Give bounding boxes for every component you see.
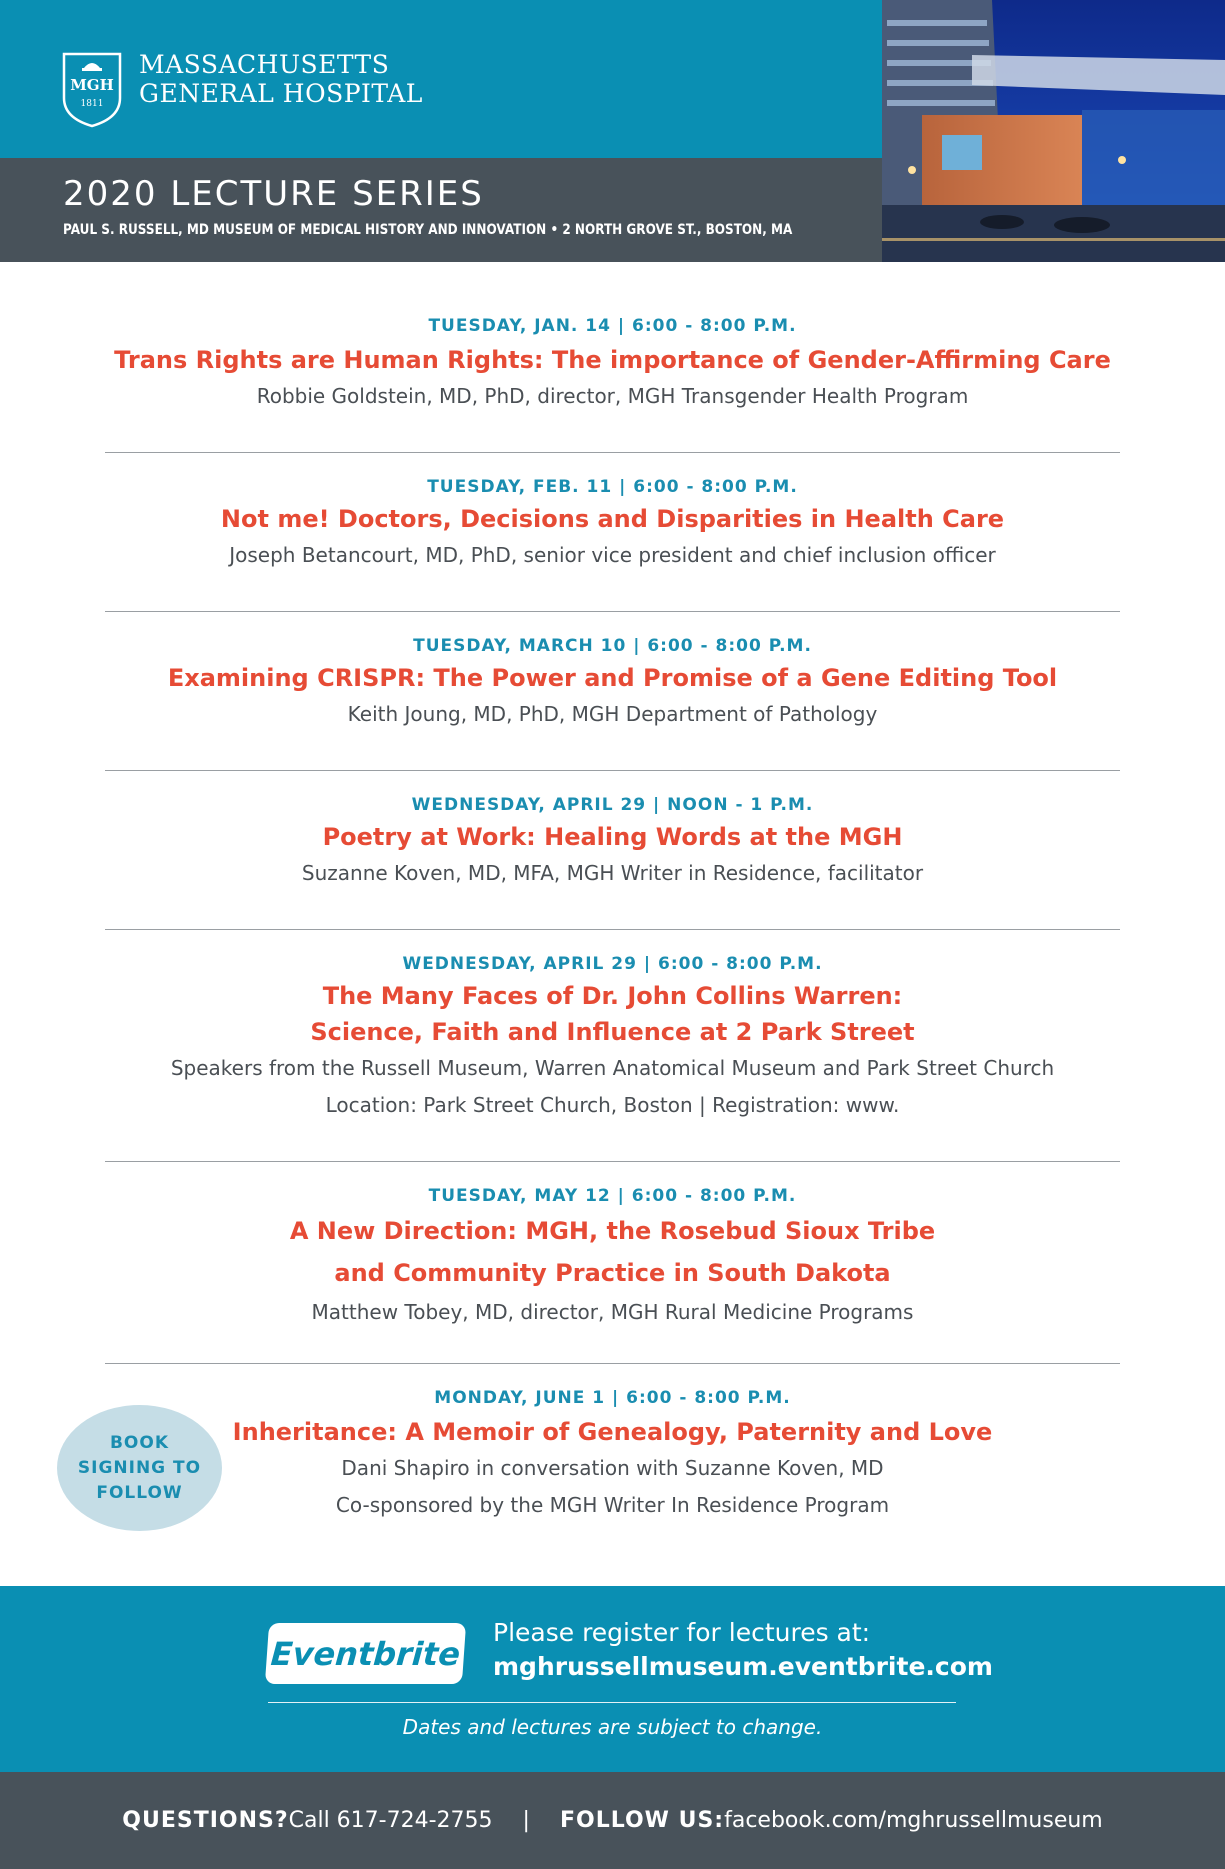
lecture-item <box>105 612 1120 771</box>
eventbrite-logo-text: Eventbrite <box>269 1634 462 1673</box>
questions-label: QUESTIONS? <box>122 1808 289 1833</box>
lecture-speaker: Matthew Tobey, MD, director, MGH Rural Medicine Programs <box>311 1300 914 1324</box>
book-signing-badge <box>57 1405 222 1531</box>
lecture-speaker: Speakers from the Russell Museum, Warren Anatomical Museum and Park Street Church <box>170 1056 1055 1080</box>
lecture-title-line1: A New Direction: MGH, the Rosebud Sioux Tribe <box>289 1217 936 1245</box>
lecture-title-line2: Science, Faith and Influence at 2 Park Street <box>310 1018 915 1046</box>
lecture-item <box>105 930 1120 1162</box>
hospital-name-line2: GENERAL HOSPITAL <box>139 79 423 108</box>
register-divider <box>268 1702 956 1703</box>
lecture-speaker: Dani Shapiro in conversation with Suzanne Koven, MD <box>341 1456 884 1480</box>
contact-separator: | <box>522 1808 530 1833</box>
lecture-title: Not me! Doctors, Decisions and Disparities in Health Care <box>220 505 1005 533</box>
lecture-speaker: Suzanne Koven, MD, MFA, MGH Writer in Residence, facilitator <box>301 861 924 885</box>
mgh-shield-icon <box>60 50 124 128</box>
series-subtitle: PAUL S. RUSSELL, MD MUSEUM OF MEDICAL HISTORY AND INNOVATION • 2 NORTH GROVE ST., BOSTON, MA <box>63 222 793 238</box>
lecture-speaker: Joseph Betancourt, MD, PhD, senior vice president and chief inclusion officer <box>229 543 996 567</box>
lecture-list <box>105 300 1120 1544</box>
lecture-title: Poetry at Work: Healing Words at the MGH <box>322 823 903 851</box>
logo-year-text: 1811 <box>80 99 104 109</box>
lecture-item <box>105 300 1120 453</box>
lecture-date: MONDAY, JUNE 1 | 6:00 - 8:00 P.M. <box>434 1388 791 1408</box>
logo-badge-text: MGH <box>70 76 114 94</box>
phone-link[interactable]: Call 617-724-2755 <box>288 1808 493 1833</box>
lecture-cosponsor: Co-sponsored by the MGH Writer In Residence Program <box>335 1493 890 1517</box>
building-photo <box>882 0 1225 262</box>
hospital-name <box>139 50 423 108</box>
lecture-item <box>105 453 1120 612</box>
follow-label: FOLLOW US: <box>559 1808 725 1833</box>
lecture-date: TUESDAY, JAN. 14 | 6:00 - 8:00 P.M. <box>428 316 797 336</box>
lecture-date: WEDNESDAY, APRIL 29 | 6:00 - 8:00 P.M. <box>402 954 823 974</box>
lecture-date: TUESDAY, MARCH 10 | 6:00 - 8:00 P.M. <box>413 636 812 656</box>
disclaimer-text: Dates and lectures are subject to change. <box>402 1715 823 1739</box>
lecture-title: Inheritance: A Memoir of Genealogy, Paternity and Love <box>232 1418 993 1446</box>
lecture-title-line1: The Many Faces of Dr. John Collins Warren: <box>322 982 903 1010</box>
register-url-link[interactable]: mghrussellmuseum.eventbrite.com <box>493 1652 993 1681</box>
hospital-name-line1: MASSACHUSETTS <box>139 50 390 79</box>
badge-line2: SIGNING TO <box>77 1457 202 1478</box>
lecture-title: Examining CRISPR: The Power and Promise of a Gene Editing Tool <box>167 664 1058 692</box>
lecture-date: TUESDAY, MAY 12 | 6:00 - 8:00 P.M. <box>428 1186 797 1206</box>
header-banner <box>0 0 882 158</box>
lecture-item <box>105 771 1120 930</box>
badge-line3: FOLLOW <box>96 1482 183 1503</box>
lecture-location: Location: Park Street Church, Boston | Registration: www. <box>325 1093 900 1117</box>
eventbrite-logo[interactable] <box>265 1623 466 1684</box>
lecture-speaker: Robbie Goldstein, MD, PhD, director, MGH Transgender Health Program <box>256 384 969 408</box>
lecture-title: Trans Rights are Human Rights: The importance of Gender-Affirming Care <box>114 346 1111 374</box>
lecture-item <box>105 1364 1120 1544</box>
lecture-speaker: Keith Joung, MD, PhD, MGH Department of Pathology <box>347 702 878 726</box>
badge-line1: BOOK <box>109 1432 170 1453</box>
lecture-title-line2: and Community Practice in South Dakota <box>334 1259 891 1287</box>
series-title: 2020 LECTURE SERIES <box>63 174 484 214</box>
contact-bar <box>0 1772 1225 1869</box>
lecture-item <box>105 1162 1120 1364</box>
register-prompt: Please register for lectures at: <box>493 1618 871 1647</box>
lecture-date: WEDNESDAY, APRIL 29 | NOON - 1 P.M. <box>411 795 814 815</box>
facebook-link[interactable]: facebook.com/mghrussellmuseum <box>724 1808 1103 1833</box>
lecture-date: TUESDAY, FEB. 11 | 6:00 - 8:00 P.M. <box>427 477 798 497</box>
